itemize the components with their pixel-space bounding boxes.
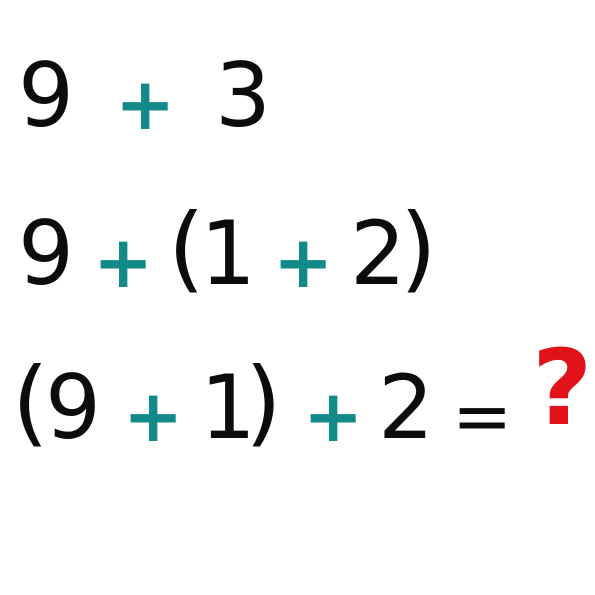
line2-number-2: 2: [350, 202, 406, 305]
line2-plus-operator-2: +: [273, 220, 334, 304]
line3-plus-operator-1: +: [123, 374, 184, 458]
line3-left-paren: (: [12, 348, 49, 457]
line2-right-paren: ): [400, 194, 437, 303]
line2-number-9: 9: [18, 202, 74, 305]
line3-equals-sign: =: [452, 374, 513, 458]
line3-plus-operator-2: +: [303, 374, 364, 458]
line2-left-paren: (: [168, 194, 205, 303]
line3-number-2: 2: [378, 356, 434, 459]
line2-number-1: 1: [200, 202, 256, 305]
equation-line-3: [0, 327, 595, 460]
line3-right-paren: ): [245, 348, 282, 457]
line2-plus-operator-1: +: [93, 220, 154, 304]
equation-line-2: [0, 194, 595, 306]
line1-number-9: 9: [18, 44, 74, 147]
line3-number-9: 9: [45, 356, 101, 459]
equation-line-1: [0, 44, 595, 148]
question-mark-icon: ?: [532, 327, 593, 449]
line1-plus-operator: +: [115, 62, 176, 146]
line3-number-1: 1: [200, 356, 256, 459]
line1-number-3: 3: [215, 44, 271, 147]
